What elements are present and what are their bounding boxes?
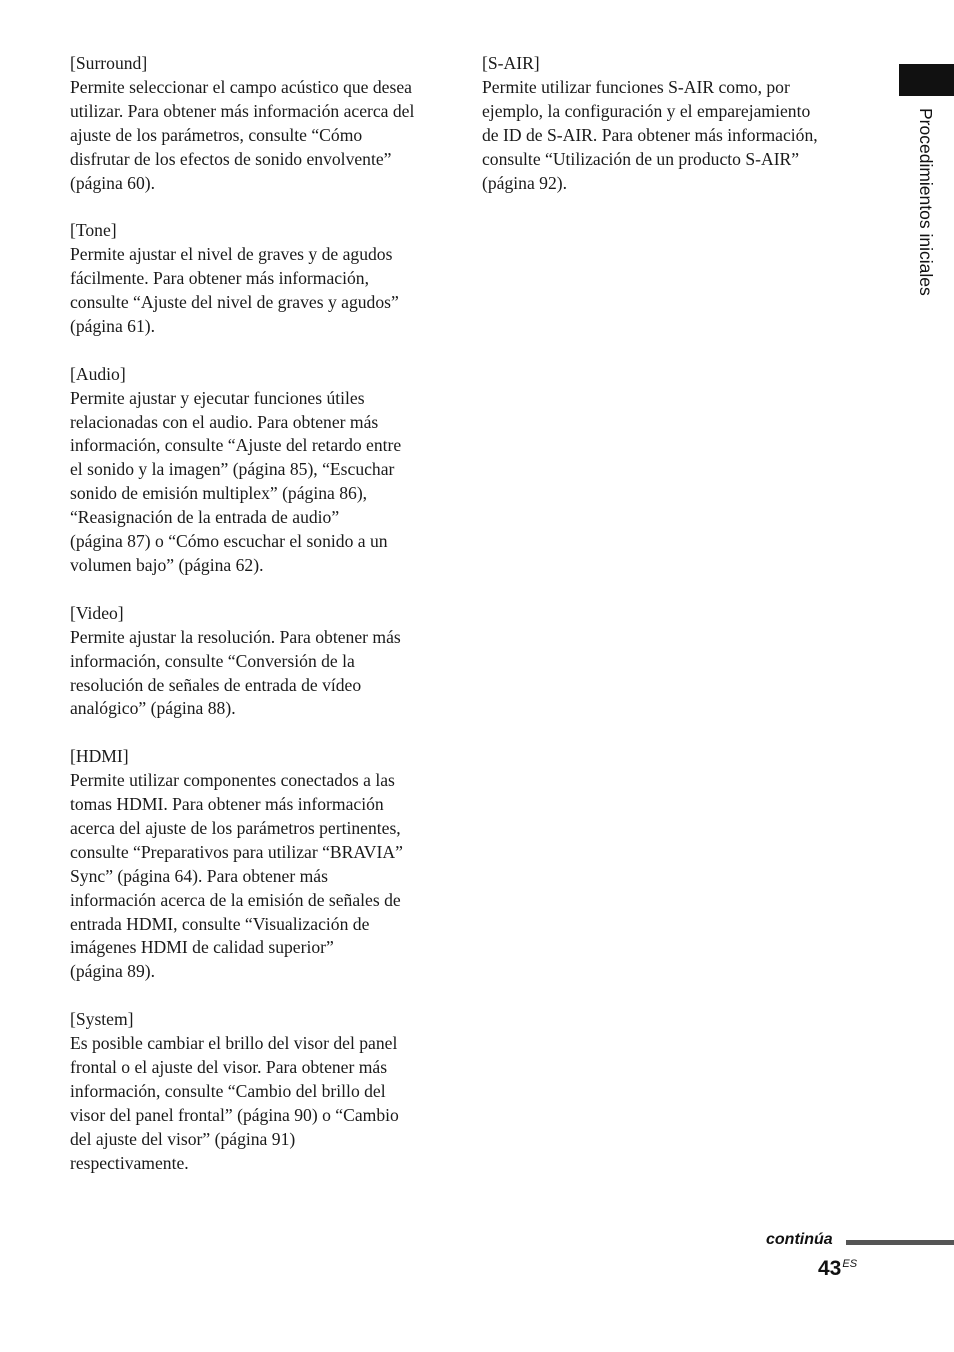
entry-heading: [HDMI] [70, 746, 129, 767]
entry-tone [70, 219, 450, 339]
entry-surround [70, 52, 450, 195]
entry-body: Permite ajustar el nivel de graves y de agudos fácilmente. Para obtener más información, consulte “Ajuste del nivel de graves y agudos” (página 61). [70, 244, 399, 336]
entry-body: Permite utilizar componentes conectados a las tomas HDMI. Para obtener más información acerca del ajuste de los parámetros pertinentes, consulte “Preparativos para utilizar “BRAVIA” Sync” (página 64). Para obtener más información acerca de la emisión de señales de entrada HDMI, consulte “Visualización de imágenes HDMI de calidad superior” (página 89). [70, 770, 403, 982]
entry-heading: [Surround] [70, 53, 148, 73]
entry-video [70, 602, 450, 722]
entry-hdmi [70, 745, 450, 984]
entry-body: Permite ajustar y ejecutar funciones útiles relacionadas con el audio. Para obtener más información, consulte “Ajuste del retardo entre el sonido y la imagen” (página 85), “Escuchar sonido de emisión multiplex” (página 86), “Reasignación de la entrada de audio” (página 87) o “Cómo escuchar el sonido a un volumen bajo” (página 62). [70, 387, 402, 575]
continued-label: continúa [766, 1231, 833, 1248]
page-number [818, 1257, 857, 1281]
page-number-value: 43 [818, 1257, 842, 1280]
entry-body: Es posible cambiar el brillo del visor del panel frontal o el ajuste del visor. Para obtener más información, consulte “Cambio del brillo del visor del panel frontal” (página 90) o “Cambio del ajuste del visor” (página 91) respectivamente. [70, 1033, 399, 1173]
entry-body: Permite ajustar la resolución. Para obtener más información, consulte “Conversión de la resolución de señales de entrada de vídeo analógico” (página 88). [70, 626, 401, 719]
entry-audio [70, 363, 450, 578]
page-language-suffix: ES [842, 1258, 858, 1270]
section-tab-marker [899, 64, 954, 96]
entry-heading: [Video] [70, 602, 124, 623]
entry-heading: [S-AIR] [482, 53, 540, 73]
entry-system [70, 1008, 450, 1175]
entry-heading: [System] [70, 1009, 134, 1030]
section-label: Procedimientos iniciales [916, 108, 936, 296]
entry-s-air [482, 52, 862, 195]
entry-body: Permite seleccionar el campo acústico que desea utilizar. Para obtener más información acerca del ajuste de los parámetros, consulte “Cómo disfrutar de los efectos de sonido envolvente” (página 60). [70, 76, 415, 193]
entry-body: Permite utilizar funciones S-AIR como, por ejemplo, la configuración y el emparejamiento de ID de S-AIR. Para obtener más información, consulte “Utilización de un producto S-AIR” (página 92). [482, 76, 818, 193]
continued-bar [846, 1240, 954, 1245]
left-column [70, 52, 450, 1199]
entry-heading: [Audio] [70, 363, 126, 384]
right-column [482, 52, 862, 219]
entry-heading: [Tone] [70, 220, 117, 241]
